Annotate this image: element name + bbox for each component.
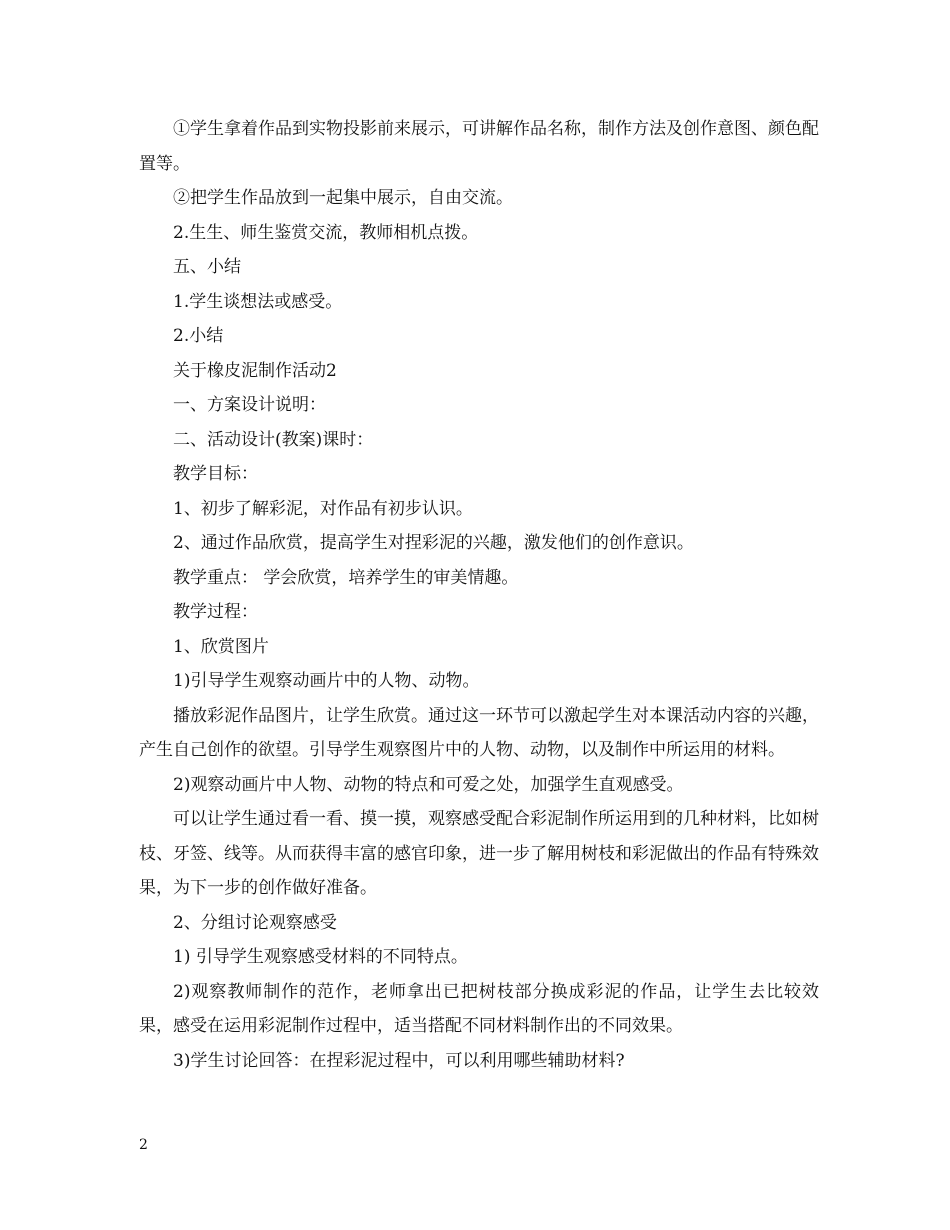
paragraph: ①学生拿着作品到实物投影前来展示，可讲解作品名称，制作方法及创作意图、颜色配置等。	[139, 119, 819, 174]
paragraph: 教学重点： 学会欣赏，培养学生的审美情趣。	[173, 567, 519, 588]
section-title: 关于橡皮泥制作活动2	[173, 360, 337, 381]
paragraph: 2、通过作品欣赏，提高学生对捏彩泥的兴趣，激发他们的创作意识。	[173, 533, 694, 553]
paragraph: 1) 引导学生观察感受材料的不同特点。	[173, 947, 468, 967]
paragraph: 教学过程：	[173, 602, 258, 622]
section-heading: 一、方案设计说明：	[173, 395, 326, 415]
paragraph: 可以让学生通过看一看、摸一摸，观察感受配合彩泥制作所运用到的几种材料，比如树枝、牙签、线等。从而获得丰富的感官印象，进一步了解用树枝和彩泥做出的作品有特殊效果，为下一步的创作做好准备。	[139, 809, 819, 898]
paragraph: 2.小结	[173, 326, 224, 346]
paragraph: 1、欣赏图片	[173, 636, 269, 657]
paragraph: ②把学生作品放到一起集中展示，自由交流。	[173, 188, 513, 208]
paragraph: 1)引导学生观察动画片中的人物、动物。	[173, 671, 480, 691]
paragraph: 2)观察教师制作的范作，老师拿出已把树枝部分换成彩泥的作品，让学生去比较效果，感受在运用彩泥制作过程中，适当搭配不同材料制作出的不同效果。	[139, 981, 819, 1036]
section-heading: 二、活动设计(教案)课时：	[173, 429, 374, 450]
paragraph: 2、分组讨论观察感受	[173, 912, 337, 933]
paragraph: 1、初步了解彩泥，对作品有初步认识。	[173, 498, 473, 519]
page-number: 2	[139, 1137, 148, 1153]
paragraph: 2.生生、师生鉴赏交流，教师相机点拨。	[173, 222, 479, 243]
section-heading: 五、小结	[173, 257, 241, 277]
paragraph: 3)学生讨论回答：在捏彩泥过程中，可以利用哪些辅助材料?	[173, 1050, 625, 1071]
paragraph: 2)观察动画片中人物、动物的特点和可爱之处，加强学生直观感受。	[173, 774, 684, 795]
paragraph: 播放彩泥作品图片，让学生欣赏。通过这一环节可以激起学生对本课活动内容的兴趣，产生自己创作的欲望。引导学生观察图片中的人物、动物，以及制作中所运用的材料。	[139, 705, 819, 760]
paragraph: 1.学生谈想法或感受。	[173, 291, 343, 312]
document-body	[139, 112, 819, 1078]
paragraph: 教学目标：	[173, 464, 258, 484]
